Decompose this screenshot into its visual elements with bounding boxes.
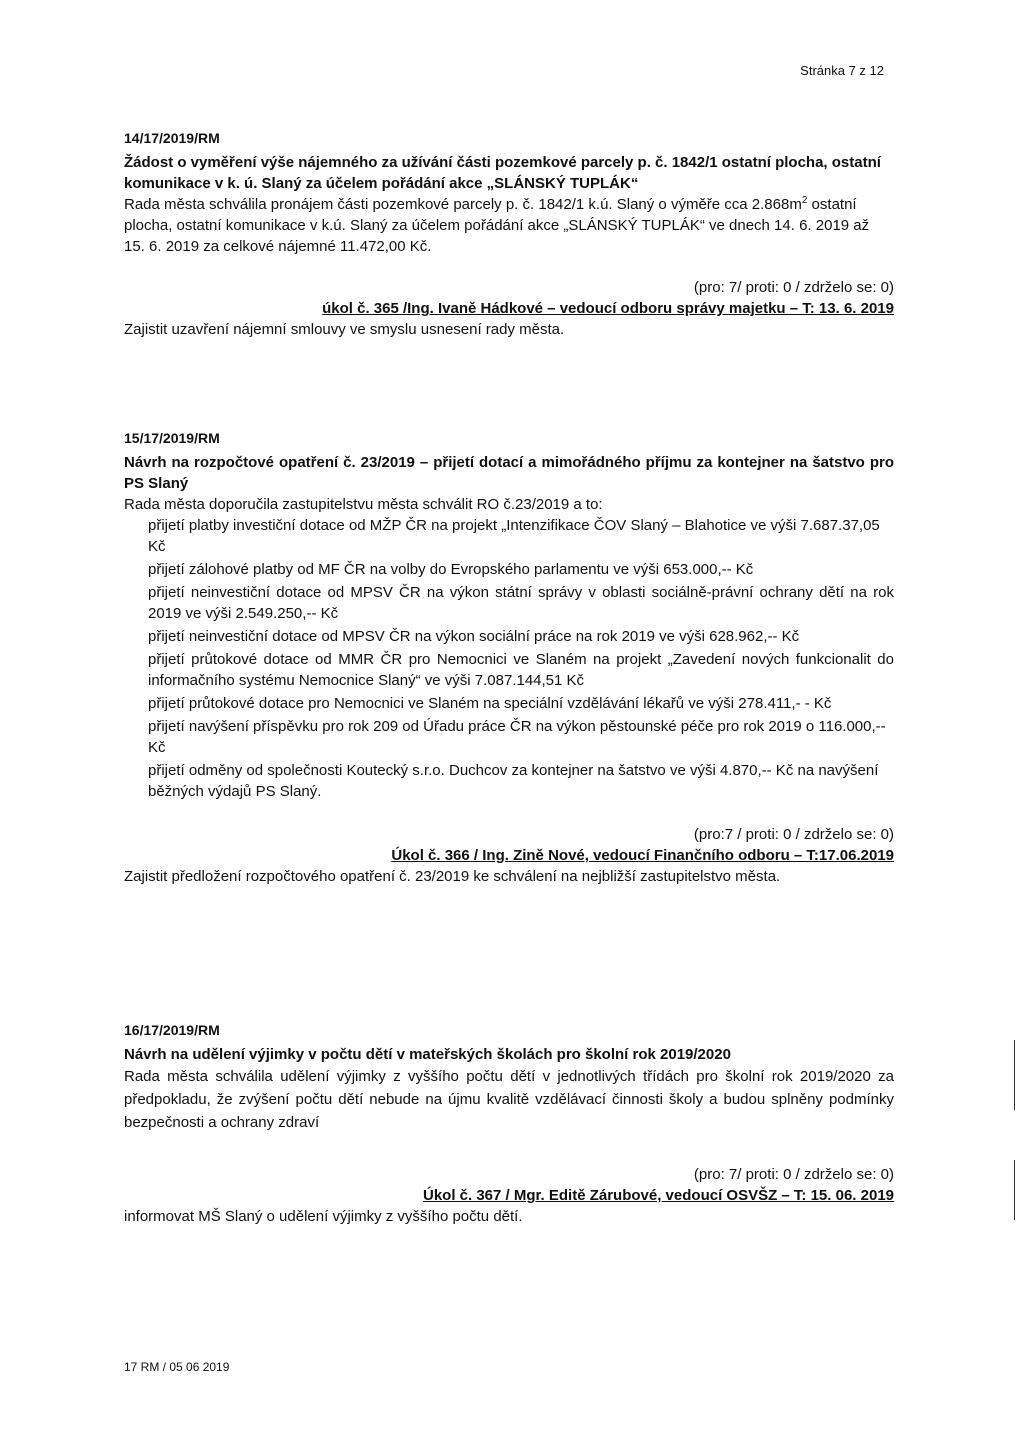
- task-heading: Úkol č. 366 / Ing. Zině Nové, vedoucí Finančního odboru – T:17.06.2019: [391, 847, 894, 864]
- resolution-body: Rada města schválila pronájem části pozemkové parcely p. č. 1842/1 k.ú. Slaný o výměře cca $2.868m^2$ ostatní plocha, ostatní komunikace v k.ú. Slaný za účelem pořádání akce „SLÁNSKÝ TUPLÁK“ ve dnech 14. 6. 2019 až 15. 6. 2019 za celkové nájemné 11.472,00 Kč.: [124, 195, 870, 255]
- resolution-16: [124, 1020, 894, 1227]
- task-heading: Úkol č. 367 / Mgr. Editě Zárubové, vedoucí OSVŠZ – T: 15. 06. 2019: [422, 1187, 894, 1204]
- footer-meeting-id: 17 RM / 05 06 2019: [124, 1360, 230, 1374]
- list-item: přijetí neinvestiční dotace od MPSV ČR na výkon sociální práce na rok 2019 ve výši 628.962,-- Kč: [148, 628, 800, 645]
- list-item: přijetí průtokové dotace pro Nemocnici ve Slaném na speciální vzdělávání lékařů ve výši 278.411,- - Kč: [148, 695, 832, 712]
- vote-result: (pro: 7/ proti: 0 / zdrželo se: 0): [693, 279, 894, 296]
- resolution-title: Návrh na udělení výjimky v počtu dětí v mateřských školách pro školní rok 2019/2020: [124, 1046, 731, 1063]
- task-text: Zajistit uzavření nájemní smlouvy ve smyslu usnesení rady města.: [124, 321, 565, 338]
- list-item: přijetí zálohové platby od MF ČR na volby do Evropského parlamentu ve výši 653.000,-- Kč: [148, 561, 754, 578]
- resolution-number: 15/17/2019/RM: [124, 430, 220, 446]
- vote-result: (pro:7 / proti: 0 / zdrželo se: 0): [693, 826, 894, 843]
- resolution-body: Rada města doporučila zastupitelstvu města schválit RO č.23/2019 a to:: [124, 496, 603, 513]
- list-item: přijetí odměny od společnosti Koutecký s.r.o. Duchcov za kontejner na šatstvo ve výši 4.870,-- Kč na navýšení běžných výdajů PS Slaný.: [148, 762, 879, 800]
- resolution-title: Žádost o vyměření výše nájemného za užívání části pozemkové parcely p. č. 1842/1 ostatní plocha, ostatní komunikace v k. ú. Slaný za účelem pořádání akce „SLÁNSKÝ TUPLÁK“: [124, 154, 881, 192]
- list-item: přijetí platby investiční dotace od MŽP ČR na projekt „Intenzifikace ČOV Slaný – Blahotice ve výši 7.687.37,05 Kč: [148, 517, 880, 555]
- resolution-15: [124, 428, 894, 887]
- list-item: přijetí navýšení příspěvku pro rok 209 od Úřadu práce ČR na výkon pěstounské péče pro rok 2019 o 116.000,-- Kč: [148, 718, 886, 756]
- resolution-body: Rada města schválila udělení výjimky z vyššího počtu dětí v jednotlivých třídách pro školní rok 2019/2020 za předpokladu, že zvýšení počtu dětí nebude na újmu kvalitě vzdělávací činnosti školy a budou splněny podmínky bezpečnosti a ochrany zdraví: [124, 1068, 894, 1131]
- resolution-number: 16/17/2019/RM: [124, 1022, 220, 1038]
- list-item: přijetí neinvestiční dotace od MPSV ČR na výkon státní správy v oblasti sociálně-právní ochrany dětí na rok 2019 ve výši 2.549.250,-- Kč: [148, 584, 894, 622]
- task-text: informovat MŠ Slaný o udělení výjimky z vyššího počtu dětí.: [124, 1208, 523, 1225]
- list-item: přijetí průtokové dotace od MMR ČR pro Nemocnici ve Slaném na projekt „Zavedení nových funkcionalit do informačního systému Nemocnice Slaný“ ve výši 7.087.144,51 Kč: [148, 651, 894, 689]
- resolution-number: 14/17/2019/RM: [124, 130, 220, 146]
- task-text: Zajistit předložení rozpočtového opatření č. 23/2019 ke schválení na nejbližší zastupitelstvo města.: [124, 868, 781, 885]
- budget-items-list: [148, 515, 894, 802]
- resolution-title: Návrh na rozpočtové opatření č. 23/2019 – přijetí dotací a mimořádného příjmu za kontejner na šatstvo pro PS Slaný: [124, 454, 894, 492]
- task-heading: úkol č. 365 /Ing. Ivaně Hádkové – vedoucí odboru správy majetku – T: 13. 6. 2019: [322, 300, 894, 317]
- scan-edge-line: [1014, 1160, 1015, 1220]
- vote-result: (pro: 7/ proti: 0 / zdrželo se: 0): [693, 1166, 894, 1183]
- resolution-14: [124, 128, 894, 340]
- scan-edge-line: [1014, 1040, 1015, 1110]
- page-number: Stránka 7 z 12: [800, 63, 884, 78]
